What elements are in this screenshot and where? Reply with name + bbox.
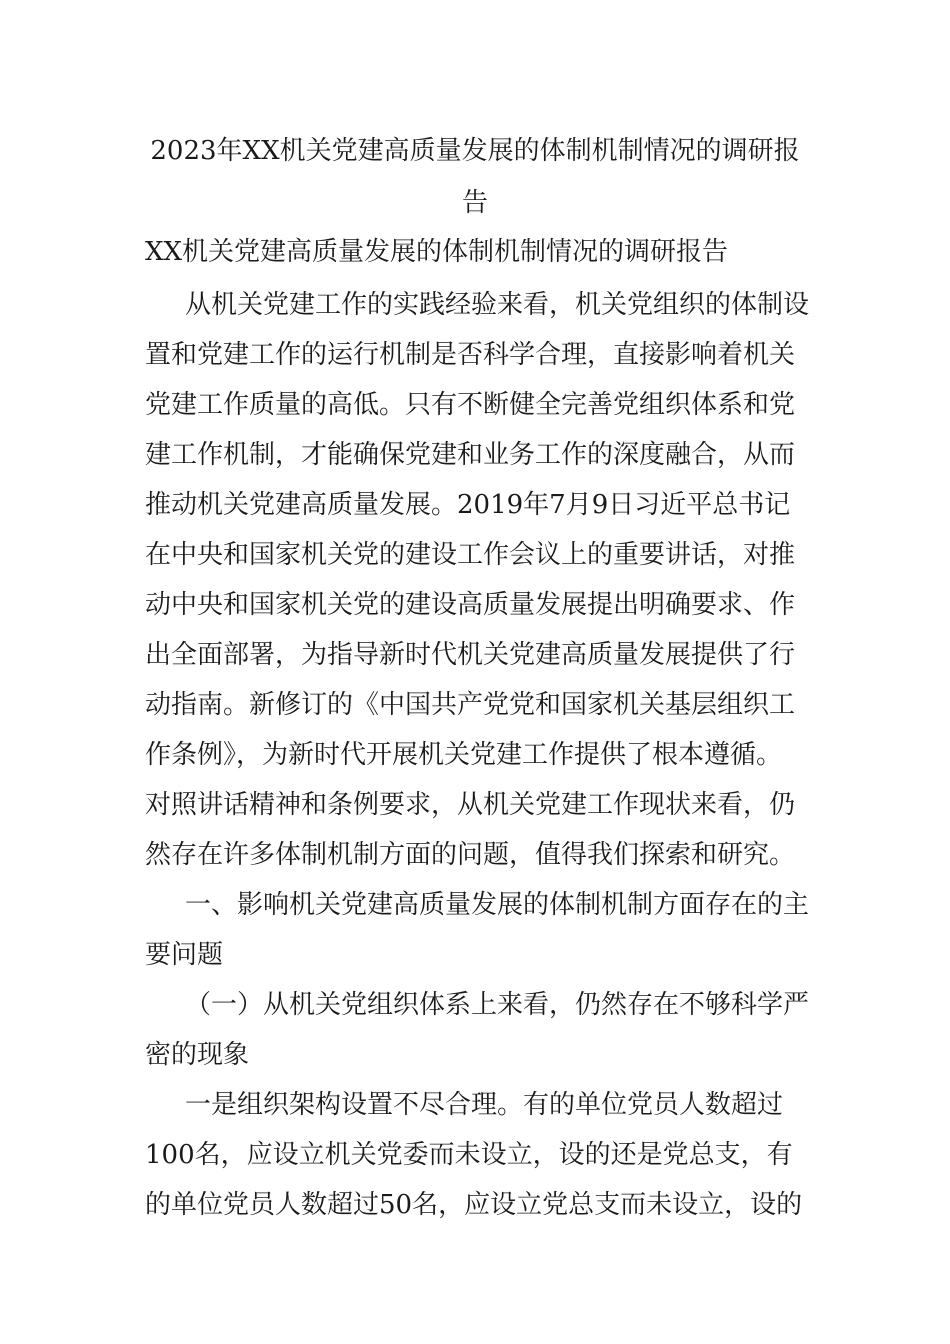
- subsection-heading-line: 密的现象: [145, 1040, 250, 1070]
- section-heading-line: 要问题: [145, 940, 224, 970]
- document-title-line-2: 告: [461, 188, 488, 218]
- paragraph-line: 动中央和国家机关党的建设高质量发展提出明确要求、作: [145, 590, 796, 620]
- paragraph-line: 动指南。新修订的《中国共产党党和国家机关基层组织工: [145, 690, 796, 720]
- paragraph-line: 党建工作质量的高低。只有不断健全完善党组织体系和党: [145, 390, 796, 420]
- paragraph-line: 在中央和国家机关党的建设工作会议上的重要讲话，对推: [145, 540, 796, 570]
- paragraph-line: 建工作机制，才能确保党建和业务工作的深度融合，从而: [145, 440, 796, 470]
- document-title-line-1: 2023年XX机关党建高质量发展的体制机制情况的调研报: [150, 136, 800, 166]
- paragraph-line: 一是组织架构设置不尽合理。有的单位党员人数超过: [185, 1090, 784, 1120]
- document-subtitle: XX机关党建高质量发展的体制机制情况的调研报告: [145, 237, 729, 267]
- paragraph-line: 对照讲话精神和条例要求，从机关党建工作现状来看，仍: [145, 790, 796, 820]
- subsection-heading-line: （一）从机关党组织体系上来看，仍然存在不够科学严: [185, 990, 810, 1020]
- section-heading-line: 一、影响机关党建高质量发展的体制机制方面存在的主: [185, 890, 810, 920]
- paragraph-line: 置和党建工作的运行机制是否科学合理，直接影响着机关: [145, 340, 796, 370]
- paragraph-line: 出全面部署，为指导新时代机关党建高质量发展提供了行: [145, 640, 796, 670]
- paragraph-line: 100名，应设立机关党委而未设立，设的还是党总支，有: [145, 1140, 793, 1170]
- paragraph-line: 作条例》，为新时代开展机关党建工作提供了根本遵循。: [145, 740, 783, 770]
- paragraph-line: 推动机关党建高质量发展。2019年7月9日习近平总书记: [145, 490, 791, 520]
- paragraph-line: 然存在许多体制机制方面的问题，值得我们探索和研究。: [145, 840, 796, 870]
- paragraph-line: 从机关党建工作的实践经验来看，机关党组织的体制设: [185, 290, 810, 320]
- paragraph-line: 的单位党员人数超过50名，应设立党总支而未设立，设的: [145, 1190, 803, 1220]
